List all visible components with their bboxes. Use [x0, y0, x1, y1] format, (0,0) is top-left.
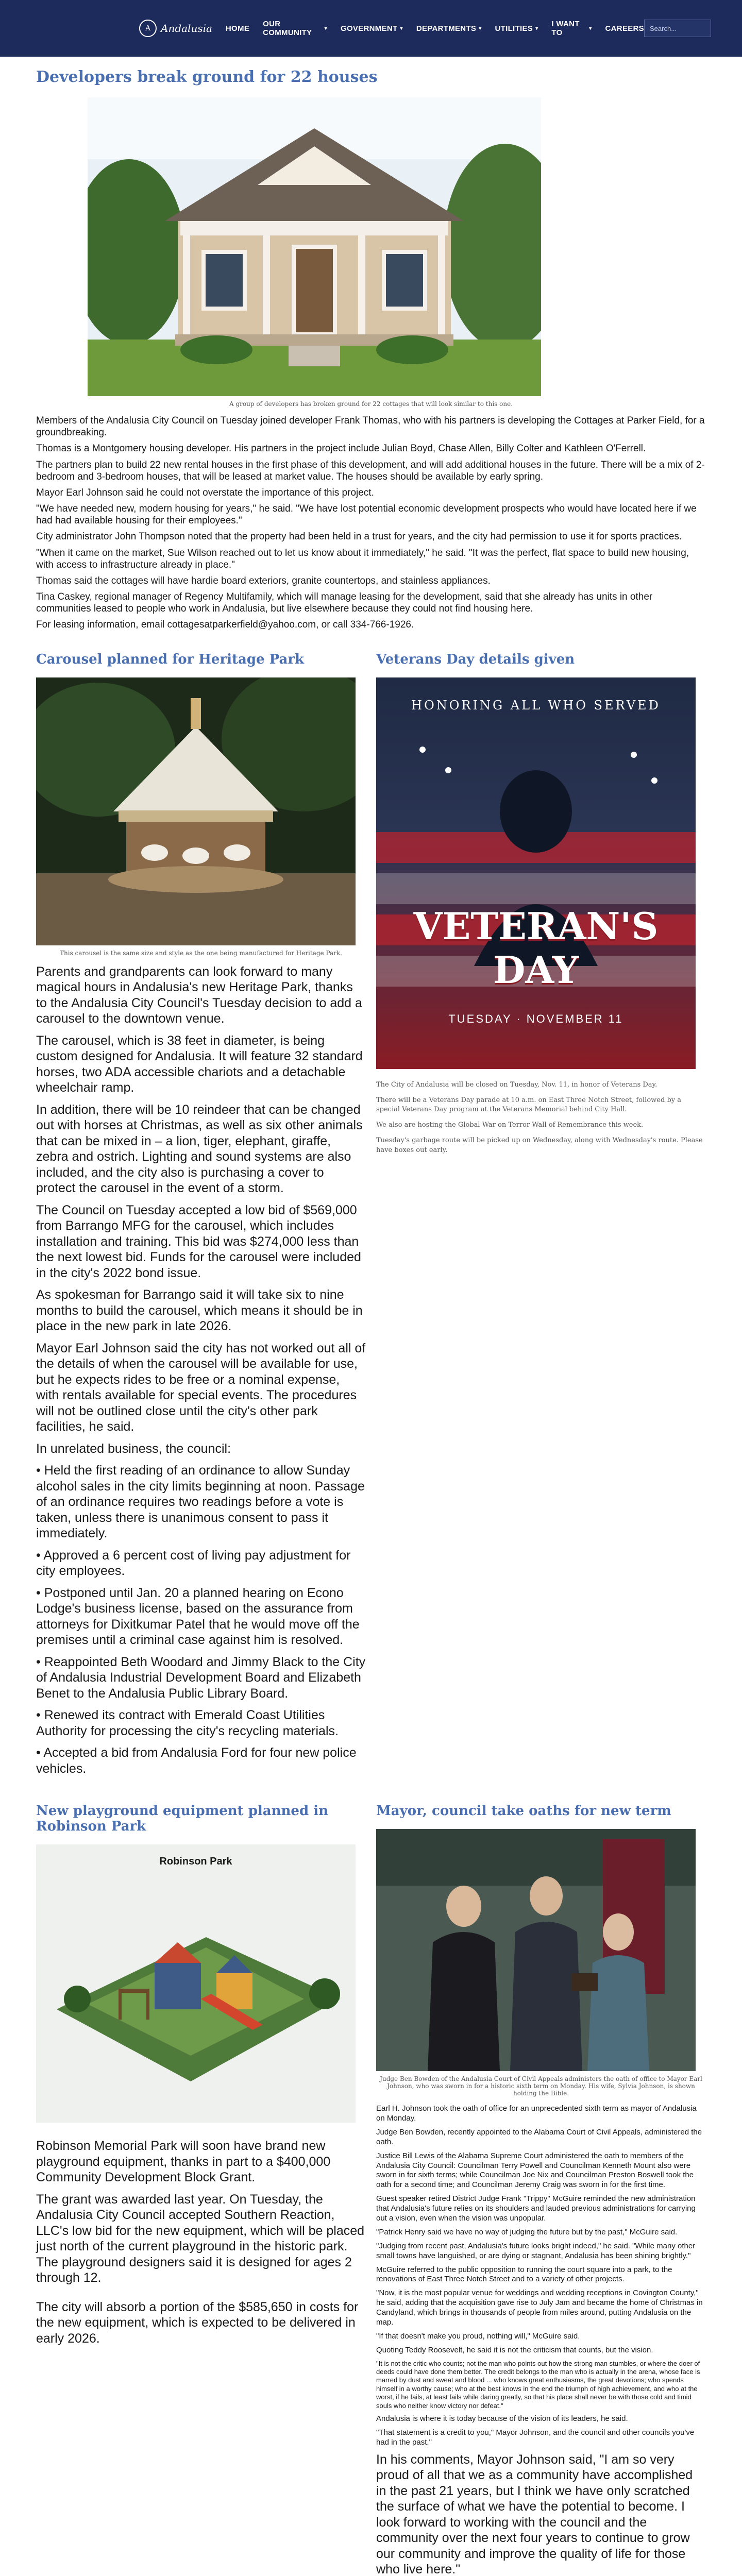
paragraph: Parents and grandparents can look forward to many magical hours in Andalusia's new Heritage Park, thanks to the Andalusia City Council's Tuesday decision to add a carousel to the downtown venue.	[36, 964, 362, 1026]
article-veterans-day	[376, 652, 706, 1783]
paragraph: "When it came on the market, Sue Wilson reached out to let us know about it immediately," he said. "It was the perfect, flat space to build new housing, with access to infrastructure already in place."	[36, 547, 689, 570]
chevron-down-icon: ▾	[479, 25, 482, 31]
paragraph: In addition, there will be 10 reindeer that can be changed out with horses at Christmas, as well as six other animals that can be mixed in – a lion, tiger, elephant, giraffe, zebra and ostrich. Lighting and sound systems are also included, and the city also is purchasing a cover to protect the carousel in the event of a storm.	[36, 1102, 363, 1196]
paragraph: "We have needed new, modern housing for years," he said. "We have lost potential economic development prospects who would have located here if we had had available housing for their employees."	[36, 503, 697, 527]
poster-top-text: HONORING ALL WHO SERVED	[411, 698, 661, 713]
article-title: Developers break ground for 22 houses	[36, 68, 378, 86]
render-label: Robinson Park	[159, 1856, 232, 1868]
chevron-down-icon: ▾	[400, 25, 403, 31]
carousel-photo	[36, 677, 356, 945]
veterans-day-poster	[376, 677, 696, 1069]
list-item: • Approved a 6 percent cost of living pay adjustment for city employees.	[36, 1548, 351, 1579]
paragraph: "Now, it is the most popular venue for weddings and wedding receptions in Covington County," he said, adding that the acquisition gave rise to July Jam and became the home of Christmas in Candyland, which brings in thousands of people from miles around, putting Andalusia on the map.	[376, 2289, 703, 2327]
paragraph: In his comments, Mayor Johnson said, "I am so very proud of all that we as a community have accomplished in the past 21 years, but I think we have only scratched the surface of what we have the potential to become. I look forward to working with the council and the community over the next four years to continue to grow our community and improve the quality of life for those who live here."	[376, 2452, 693, 2576]
cottage-photo	[88, 97, 541, 396]
nav-i-want-to[interactable]	[551, 20, 592, 37]
logo-text: Andalusia	[161, 22, 212, 35]
paragraph: Guest speaker retired District Judge Frank "Trippy" McGuire reminded the new administration that Andalusia's future relies on its shoulders and lauded previous administrations for carrying out a vision, even when the vision was unpopular.	[376, 2194, 696, 2223]
article-housing	[36, 68, 706, 631]
search-input[interactable]: Search...	[644, 20, 711, 37]
playground-graphic	[36, 1844, 356, 2123]
paragraph: "Patrick Henry said we have no way of judging the future but by the past," McGuire said.	[376, 2227, 678, 2236]
site-logo[interactable]	[139, 20, 212, 37]
paragraph: Thomas is a Montgomery housing developer. His partners in the project include Julian Boyd, Chase Allen, Billy Colter and Kathleen O'Ferrell.	[36, 443, 646, 454]
nav-government[interactable]	[341, 20, 403, 37]
chevron-down-icon: ▾	[324, 25, 327, 31]
nav-home[interactable]	[226, 20, 249, 37]
nav-careers[interactable]	[605, 20, 644, 37]
list-item: • Reappointed Beth Woodard and Jimmy Black to the City of Andalusia Industrial Development Board and Elizabeth Benet to the Andalusia Public Library Board.	[36, 1654, 366, 1701]
paragraph: Mayor Earl Johnson said he could not overstate the importance of this project.	[36, 487, 374, 498]
paragraph: Quoting Teddy Roosevelt, he said it is not the criticism that counts, but the vision.	[376, 2345, 653, 2354]
paragraph: Andalusia is where it is today because of the vision of its leaders, he said.	[376, 2414, 628, 2423]
nav-government-label: GOVERNMENT	[341, 24, 398, 33]
nav-departments[interactable]	[416, 20, 482, 37]
poster-date: TUESDAY · NOVEMBER 11	[448, 1012, 623, 1025]
playground-render	[36, 1844, 356, 2123]
list-item: • Accepted a bid from Andalusia Ford for four new police vehicles.	[36, 1745, 357, 1776]
paragraph: Tuesday's garbage route will be picked up on Wednesday, along with Wednesday's route. Please have boxes out early.	[376, 1137, 703, 1154]
paragraph: There will be a Veterans Day parade at 10 a.m. on East Three Notch Street, followed by a special Veterans Day program at the Veterans Memorial behind City Hall.	[376, 1096, 681, 1113]
article-playground	[36, 1803, 366, 2576]
paragraph: Robinson Memorial Park will soon have brand new playground equipment, thanks in part to a $400,000 Community Development Block Grant.	[36, 2139, 331, 2185]
paragraph: We also are hosting the Global War on Terror Wall of Remembrance this week.	[376, 1121, 644, 1129]
paragraph: Earl H. Johnson took the oath of office for an unprecedented sixth term as mayor of Andalusia on Monday.	[376, 2104, 697, 2123]
nav-departments-label: DEPARTMENTS	[416, 24, 477, 33]
paragraph: The city will absorb a portion of the $585,650 in costs for the new equipment, which is expected to be delivered in early 2026.	[36, 2299, 359, 2346]
article-title: New playground equipment planned in Robinson Park	[36, 1803, 328, 1835]
paragraph: Members of the Andalusia City Council on Tuesday joined developer Frank Thomas, who with his partners is developing the Cottages at Parker Field, for a groundbreaking.	[36, 415, 705, 438]
article-carousel	[36, 652, 366, 1783]
flag-graphic	[376, 677, 696, 1069]
paragraph: "If that doesn't make you proud, nothing will," McGuire said.	[376, 2331, 580, 2341]
paragraph: In unrelated business, the council:	[36, 1441, 231, 1456]
photo-caption: This carousel is the same size and style as the one being manufactured for Heritage Park.	[60, 949, 342, 957]
paragraph: As spokesman for Barrango said it will take six to nine months to build the carousel, which means it should be in place in the new park in late 2026.	[36, 1287, 363, 1334]
site-header	[0, 0, 742, 57]
article-oaths	[376, 1803, 706, 2576]
paragraph: The City of Andalusia will be closed on Tuesday, Nov. 11, in honor of Veterans Day.	[376, 1080, 657, 1089]
news-row	[36, 1803, 706, 2576]
nav-our-community[interactable]	[263, 20, 327, 37]
oath-photo	[376, 1829, 696, 2071]
chevron-down-icon: ▾	[535, 25, 538, 31]
paragraph: The partners plan to build 22 new rental houses in the first phase of this development, and will add additional houses in the future. There will be a mix of 2-bedroom and 3-bedroom houses, that will be leased at market value. The houses should be available by early spring.	[36, 459, 705, 482]
logo-mark: A	[139, 20, 157, 37]
list-item: • Held the first reading of an ordinance to allow Sunday alcohol sales in the city limits beginning at noon. Passage of an ordinance requires two readings before a vote is taken, unless there is unanimous consent to pass it immediately.	[36, 1463, 365, 1541]
article-title: Carousel planned for Heritage Park	[36, 651, 305, 667]
paragraph: Tina Caskey, regional manager of Regency Multifamily, which will manage leasing for the development, said that she already has units in other communities leased to people who work in Andalusia, but live elsewhere because they could not find housing here.	[36, 591, 653, 615]
photo-caption: A group of developers has broken ground for 22 cottages that will look similar to this one.	[229, 400, 513, 408]
article-title: Mayor, council take oaths for new term	[376, 1803, 671, 1819]
nav-careers-label: CAREERS	[605, 24, 644, 33]
chevron-down-icon: ▾	[589, 25, 592, 31]
paragraph: For leasing information, email cottagesatparkerfield@yahoo.com, or call 334-766-1926.	[36, 619, 414, 631]
paragraph: City administrator John Thompson noted that the property had been held in a trust for years, and the city had permission to use it for sports practices.	[36, 531, 682, 543]
paragraph: The grant was awarded last year. On Tuesday, the Andalusia City Council accepted Southern Reaction, LLC's low bid for the new equipment, which will be placed just north of the current playground in the historic park. The playground designers said it is designed for ages 2 through 12.	[36, 2192, 365, 2285]
photo-caption: Judge Ben Bowden of the Andalusia Court of Civil Appeals administers the oath of office to Mayor Earl Johnson, who was sworn in for a historic sixth term on Monday. His wife, Sylvia Johnson, is shown holding the Bible.	[380, 2075, 702, 2097]
main-nav	[226, 20, 644, 37]
list-item: • Renewed its contract with Emerald Coast Utilities Authority for processing the city's recycling materials.	[36, 1708, 339, 1738]
paragraph: The Council on Tuesday accepted a low bid of $569,000 from Barrango MFG for the carousel, which includes installation and training. This bid was $274,000 less than the next lowest bid. Funds for the carousel were included in the city's 2022 bond issue.	[36, 1202, 361, 1280]
nav-utilities-label: UTILITIES	[495, 24, 533, 33]
paragraph: "That statement is a credit to you," Mayor Johnson, and the council and other councils you've had in the past."	[376, 2428, 695, 2447]
paragraph: Judge Ben Bowden, recently appointed to the Alabama Court of Civil Appeals, administered the oath.	[376, 2127, 702, 2146]
paragraph: The carousel, which is 38 feet in diameter, is being custom designed for Andalusia. It will feature 32 standard horses, two ADA accessible chariots and a detachable wheelchair ramp.	[36, 1033, 363, 1095]
paragraph: Justice Bill Lewis of the Alabama Supreme Court administered the oath to members of the Andalusia City Council: Councilman Terry Powell and Councilman Kenneth Mount also were sworn in for sixth terms; while Councilman Joe Nix and Councilman Preston Boswell took the oath for a second time; and Councilman Jeremy Craig was sworn in for the first time.	[376, 2151, 694, 2190]
nav-i-want-to-label: I WANT TO	[551, 20, 580, 37]
paragraph: "Judging from recent past, Andalusia's future looks bright indeed," he said. "While many other small towns have languished, or are dying or stagnant, Andalusia has been shining brightly."	[376, 2241, 696, 2260]
list-item: • Postponed until Jan. 20 a planned hearing on Econo Lodge's business license, based on the assurance from attorneys for Dixitkumar Patel that he would move off the premises until a criminal case against him is resolved.	[36, 1585, 360, 1648]
paragraph: Thomas said the cottages will have hardie board exteriors, granite countertops, and stainless appliances.	[36, 575, 491, 586]
quote-paragraph: "It is not the critic who counts; not the man who points out how the strong man stumbles, or where the doer of deeds could have done them better. The credit belongs to the man who is actually in the arena, whose face is marred by dust and sweat and blood ... who knows great enthusiasms, the great devotions; who spends himself in a worthy cause; who at the best knows in the end the triumph of high achievement, and who at the worst, if he fails, at least fails while daring greatly, so that his place shall never be with those cold and timid souls who neither know victory nor defeat."	[376, 2359, 700, 2410]
poster-title: VETERAN'S DAY	[413, 904, 659, 992]
news-row	[36, 652, 706, 1783]
nav-our-community-label: OUR COMMUNITY	[263, 20, 312, 37]
article-title: Veterans Day details given	[376, 651, 575, 667]
paragraph: Mayor Earl Johnson said the city has not worked out all of the details of when the carousel will be available for use, but he expects rides to be free or a nominal expense, with rentals available for special events. The procedures will not be outlined close until the city's other park facilities, he said.	[36, 1341, 366, 1434]
news-content	[36, 57, 706, 2576]
nav-utilities[interactable]	[495, 20, 538, 37]
paragraph: McGuire referred to the public opposition to running the court square into a park, to the renovations of East Three Notch Street and to a variety of other projects.	[376, 2265, 672, 2284]
nav-home-label: HOME	[225, 24, 250, 33]
